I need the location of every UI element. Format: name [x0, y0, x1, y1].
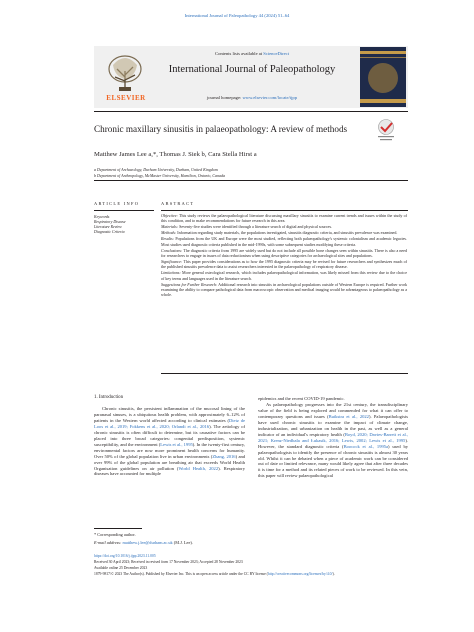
license-link[interactable]: http://creativecommons.org/licenses/by/4.0/	[267, 572, 333, 576]
abstract-end-rule	[161, 373, 408, 374]
article-title: Chronic maxillary sinusitis in palaeopathology: A review of methods	[94, 124, 348, 134]
keywords-label: Keywords	[94, 215, 110, 219]
email-line	[94, 541, 193, 545]
citation-link[interactable]: Lewis et al., 1995	[160, 441, 193, 447]
email-label: E-mail address:	[94, 540, 123, 545]
abstract-label: Results:	[161, 236, 175, 242]
footnote-rule	[94, 528, 142, 529]
corresponding-author-note: * Corresponding author.	[94, 532, 136, 537]
abstract-paragraph	[161, 270, 407, 281]
keyword-item: Diagnostic Criteria	[94, 229, 125, 234]
email-name: (M.J. Lee).	[172, 540, 193, 545]
affiliation-rule	[94, 180, 408, 181]
body-text: ). The aetiology of chronic sinusitis is often difficult to determine, but its causative factors can be placed into three broad categories: congenital predisposition, systemic susceptibility, and the environment (	[94, 423, 245, 447]
body-paragraph: epidemics and the recent COVID-19 pandemic.	[258, 396, 345, 401]
abstract-paragraph	[161, 248, 407, 259]
abstract-label: Objective:	[161, 213, 178, 218]
abstract-paragraph	[161, 230, 407, 235]
body-text: ). Respiratory diseases have accounted for multiple	[94, 465, 245, 477]
header-rule	[94, 111, 408, 112]
abstract-label: Significance:	[161, 258, 183, 264]
abstract-sentence: More general osteological research, which includes palaeopathological information, was likely missed from this review due to the choice of key terms and languages used in the literature search.	[161, 270, 407, 281]
contents-prefix: Contents lists available at	[215, 51, 264, 56]
abstract-sentence: Populations from the UK and Europe were the most studied, reflecting both palaeopathology's systemic colonialism and academic legacies. Most studies used diagnostic criteria published in the mid-1990s, with some subsequent studies modifying these criteria.	[161, 236, 407, 247]
abstract-sentence: The diagnostic criteria from 1995 are widely used but do not include all possible bone changes seen within sinusitis. There is also a need for researchers to engage in issues of data reductionism when using descriptive categories for archaeological sites and populations.	[161, 247, 407, 258]
body-text: ) and over 99% of the global population are breathing air that exceeds World Health Organisation guidelines on air pollution (	[94, 453, 246, 471]
journal-citation: International Journal of Paleopathology 44 (2024) 51–64	[184, 13, 290, 18]
body-text: Chronic sinusitis, the persistent inflammation of the mucosal lining of the paranasal sinuses, is a ubiquitous health problem, with approximately 6–12% of patients in the Western world affected according to clinical estimates (	[94, 406, 245, 423]
abstract-label: Methods:	[161, 230, 177, 236]
abstract-label: Limitations:	[161, 270, 181, 276]
body-text: ) used by palaeopathologists to identify the presence of chronic sinusitis is almost 30 years old. Whilst it can be debated when a piece of academic work can be considered out of date or limited relevance, many would likely agree that after three decades it is time for a method and its related pieces of work to be reviewed. In this vein, this paper will review palaeopathological	[258, 443, 409, 479]
citation-link[interactable]: Buikstra et al., 2022	[328, 413, 369, 419]
abstract-sentence: This study reviews the palaeopathological literature discussing maxillary sinusitis to examine current trends and issues within the study of this condition, and to make recommendations for future research in this area.	[161, 213, 407, 224]
affiliation-b: b Department of Anthropology, McMaster University, Hamilton, Ontario, Canada	[94, 173, 226, 178]
body-text: ). However, the standard diagnostic criteria (	[258, 437, 408, 449]
body-text: As palaeopathology progresses into the 21st century, the transdisciplinary value of the field is being explored and commended for what it can offer to contemporary questions and issues (	[258, 401, 408, 419]
sciencedirect-link[interactable]: ScienceDirect	[263, 51, 289, 56]
journal-cover-image	[360, 47, 406, 107]
abstract-paragraph	[161, 282, 407, 298]
license-text: 1879-9817/© 2023 The Author(s). Published by Elsevier Inc. This is an open access article under the CC BY license (	[94, 572, 268, 576]
abstract-sentence: This paper provides considerations as to how the 1995 diagnostic criteria may be revised for future researchers and synthesizes much of the published sinusitis prevalence data to assist researchers interested in the palaeopathology of respiratory disease.	[161, 258, 407, 270]
keyword-item: Literature Review	[94, 224, 122, 229]
abstract-sentence: Seventy-five studies were identified through a literature search of digital and physical sources.	[178, 224, 333, 230]
citation-link[interactable]: Boyd, 2020; Davies-Barrett et al., 2021; Krenz-Niedbala and Łukasik, 2016; Lewis, 2002; Lewis et al., 1995	[258, 431, 409, 443]
keywords-block	[94, 215, 156, 235]
citation-link[interactable]: World Health, 2022	[178, 465, 219, 471]
abstract-sentence: Additional research into sinusitis in archaeological populations outside of Western Europe is required. Further work examining the ability to compare pathological data from macroscopic observation and medical imaging would be advantageous to palaeopathology as a whole.	[161, 281, 407, 298]
author-list: Matthew James Lee a,*, Thomas J. Siek b, Cara Stella Hirst a	[94, 151, 257, 158]
homepage-label: journal homepage:	[206, 95, 243, 100]
keyword-item: Respiratory Disease	[94, 219, 126, 224]
citation-link[interactable]: Boocock et al., 1995a	[343, 443, 389, 449]
body-column-right	[258, 396, 408, 479]
section-heading: 1. Introduction	[94, 395, 124, 400]
publisher-name: ELSEVIER	[106, 94, 146, 102]
abstract-rule	[161, 210, 408, 211]
license-suffix: ).	[332, 572, 335, 576]
journal-title: International Journal of Paleopathology	[168, 64, 336, 75]
article-info-rule	[94, 210, 154, 211]
abstract-text	[161, 213, 407, 298]
abstract-heading: ABSTRACT	[161, 201, 195, 206]
citation-link[interactable]: Dietz de Loos et al., 2019; Fokkens et al., 2020; Orlandi et al., 2016	[94, 417, 245, 429]
body-paragraph	[258, 402, 408, 479]
license-line	[94, 573, 414, 577]
abstract-paragraph	[161, 259, 407, 270]
abstract-sentence: Information regarding study materials, the populations investigated, sinusitis diagnostic criteria, and sinusitis prevalence was examined.	[176, 230, 398, 236]
article-dates: Received 30 April 2023; Received in revised form 17 November 2023; Accepted 28 November 2023	[94, 560, 243, 564]
abstract-paragraph	[161, 224, 407, 229]
abstract-label: Materials:	[161, 224, 179, 230]
abstract-paragraph	[161, 236, 407, 247]
citation-link[interactable]: Zhang, 2016	[212, 453, 236, 459]
article-info-heading: ARTICLE INFO	[94, 201, 140, 206]
abstract-label: Conclusions:	[161, 247, 183, 253]
homepage-link[interactable]: www.elsevier.com/locate/ijpp	[242, 95, 298, 100]
email-link[interactable]: matthew.j.lee@durham.ac.uk	[122, 540, 173, 545]
body-column-left	[94, 406, 245, 477]
abstract-label: Suggestions for Further Research:	[161, 281, 218, 287]
check-for-updates-icon[interactable]	[372, 118, 400, 144]
available-online: Available online 25 December 2023	[94, 566, 148, 570]
doi-link[interactable]: https://doi.org/10.1016/j.ijpp.2023.11.005	[94, 554, 156, 558]
abstract-paragraph	[161, 213, 407, 224]
affiliation-a: a Department of Archaeology, Durham University, Durham, United Kingdom	[94, 167, 218, 172]
body-text: ). In the twenty-first century, environmental factors are now more prominent health concerns for humanity. Over 50% of the global population live in urban environments (	[94, 441, 245, 459]
body-text: ). Palaeopathologists have used chronic sinusitis to examine the impact of climate change, industrialization, and urbanization on health in the past, as well as a general indicator of an individual's respiratory health (	[258, 413, 409, 437]
homepage-line	[155, 95, 349, 100]
contents-line	[155, 51, 349, 56]
